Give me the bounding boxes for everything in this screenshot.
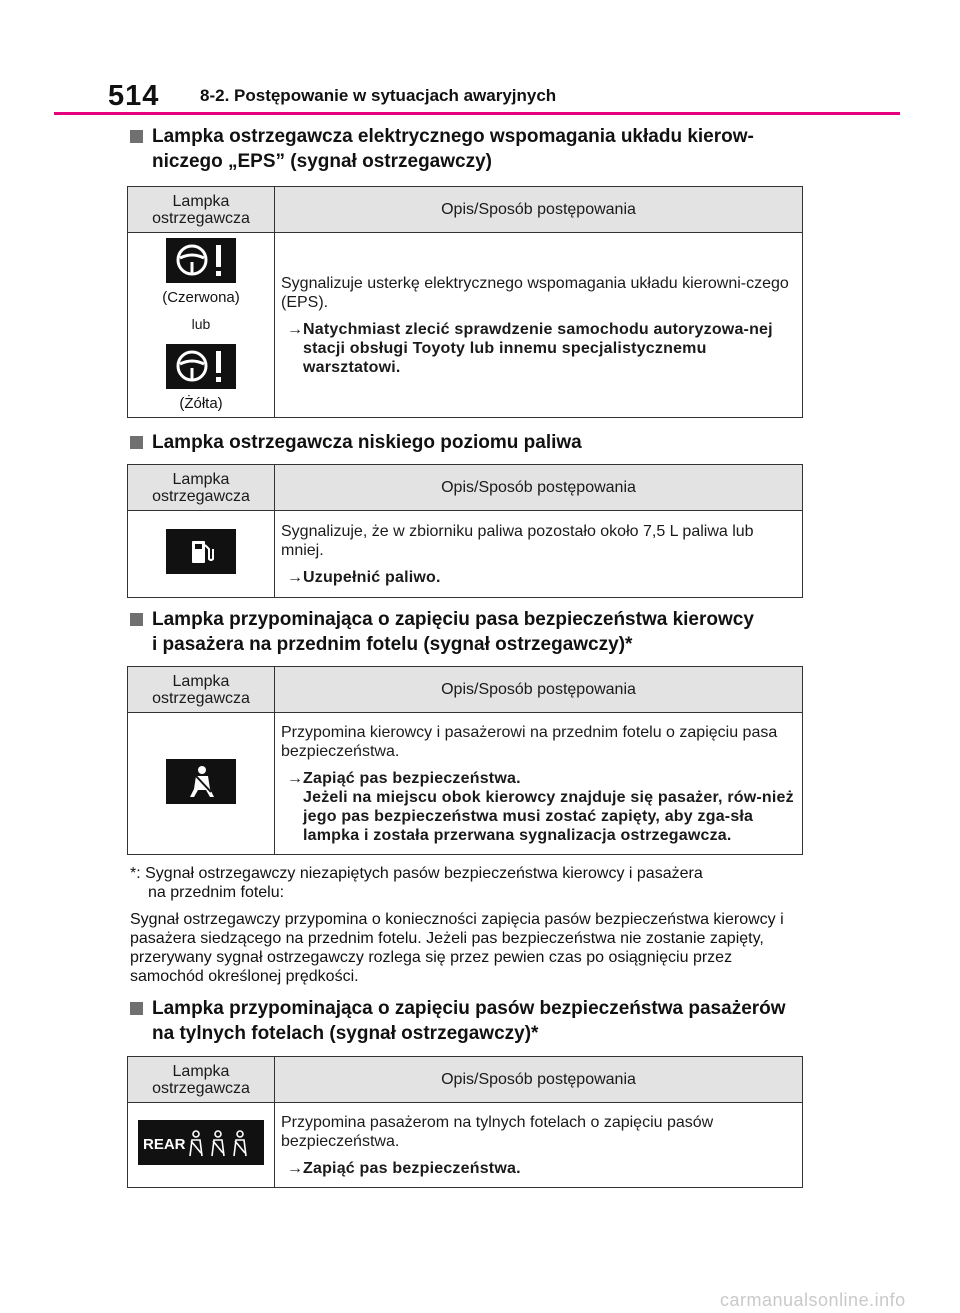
col-header-desc: Opis/Sposób postępowania <box>275 667 803 713</box>
bullet-square <box>130 436 143 449</box>
fuel-icon-cell <box>128 511 275 598</box>
rear-seatbelt-action <box>281 1159 796 1178</box>
front-seatbelt-desc-cell <box>275 713 803 855</box>
heading-rear-seatbelt-line1: Lampka przypominająca o zapięciu pasów bezpieczeństwa pasażerów <box>152 998 786 1019</box>
eps-warning-icon <box>166 344 236 389</box>
heading-fuel-line1: Lampka ostrzegawcza niskiego poziomu paliwa <box>152 432 582 453</box>
fuel-icon <box>166 529 236 574</box>
page-number: 514 <box>108 80 160 112</box>
col-header-desc: Opis/Sposób postępowania <box>275 1057 803 1103</box>
eps-table <box>127 186 803 418</box>
rear-seatbelt-action-text: Zapiąć pas bezpieczeństwa. <box>303 1159 521 1177</box>
fuel-desc-cell <box>275 511 803 598</box>
rear-icon-text: REAR <box>143 1136 186 1153</box>
eps-action-text: Natychmiast zlecić sprawdzenie samochodu autoryzowa-nej stacji obsługi Toyoty lub innemu specjalistycznemu warsztatowi. <box>303 320 773 376</box>
watermark: carmanualsonline.info <box>720 1290 906 1310</box>
footnote-line2: na przednim fotelu: <box>148 884 285 901</box>
eps-icon-cell <box>128 233 275 418</box>
explanation-paragraph: Sygnał ostrzegawczy przypomina o konieczności zapięcia pasów bezpieczeństwa kierowcy i pasażera siedzącego na przednim fotelu. Jeżeli pas bezpieczeństwa nie zostanie zapięty, przerywany sygnał ostrzegawczy rozlega się przez pewien czas po osiągnięciu przez samochód określonej prędkości. <box>130 911 784 985</box>
front-seatbelt-action <box>281 769 796 845</box>
bullet-square <box>130 1002 143 1015</box>
footnote <box>130 864 810 902</box>
eps-desc-cell <box>275 233 803 418</box>
header-rule <box>54 112 900 115</box>
front-seatbelt-action-detail: Jeżeli na miejscu obok kierowcy znajduje się pasażer, rów-nież jego pas bezpieczeństwa musi zostać zapięty, aby zga-sła lampka i została przerwana sygnalizacja ostrzegawcza. <box>303 788 794 844</box>
bullet-square <box>130 130 143 143</box>
eps-description: Sygnalizuje usterkę elektrycznego wspomagania układu kierowni-czego (EPS). <box>281 274 789 311</box>
col-header-desc: Opis/Sposób postępowania <box>275 465 803 511</box>
col-header-lamp: Lampka ostrzegawcza <box>128 667 275 713</box>
front-seatbelt-table <box>127 666 803 855</box>
heading-eps-line2: niczego „EPS” (sygnał ostrzegawczy) <box>152 151 492 172</box>
or-label: lub <box>191 315 211 332</box>
front-seatbelt-icon-cell <box>128 713 275 855</box>
fuel-action-text: Uzupełnić paliwo. <box>303 568 441 586</box>
fuel-description: Sygnalizuje, że w zbiorniku paliwa pozostało około 7,5 L paliwa lub mniej. <box>281 522 754 559</box>
front-seatbelt-action-text: Zapiąć pas bezpieczeństwa. <box>303 769 521 787</box>
fuel-action <box>281 568 796 587</box>
rear-seatbelt-icon <box>138 1120 264 1165</box>
eps-action <box>281 320 796 377</box>
heading-front-seatbelt-line2: i pasażera na przednim fotelu (sygnał ostrzegawczy)* <box>152 634 633 655</box>
rear-seatbelt-icon-cell <box>128 1103 275 1188</box>
seatbelt-icon <box>166 759 236 804</box>
arrow-icon: → <box>287 568 304 586</box>
col-header-lamp: Lampka ostrzegawcza <box>128 187 275 233</box>
front-seatbelt-description: Przypomina kierowcy i pasażerowi na przednim fotelu o zapięciu pasa bezpieczeństwa. <box>281 723 778 760</box>
rear-seatbelt-desc-cell <box>275 1103 803 1188</box>
col-header-lamp: Lampka ostrzegawcza <box>128 465 275 511</box>
heading-front-seatbelt-line1: Lampka przypominająca o zapięciu pasa bezpieczeństwa kierowcy <box>152 609 754 630</box>
arrow-icon: → <box>287 1159 304 1177</box>
footnote-line1: *: Sygnał ostrzegawczy niezapiętych pasów bezpieczeństwa kierowcy i pasażera <box>130 865 703 882</box>
heading-rear-seatbelt <box>130 996 810 1046</box>
heading-rear-seatbelt-line2: na tylnych fotelach (sygnał ostrzegawczy)* <box>152 1023 539 1044</box>
fuel-table <box>127 464 803 598</box>
rear-seatbelt-table <box>127 1056 803 1188</box>
arrow-icon: → <box>287 320 304 338</box>
arrow-icon: → <box>287 769 304 787</box>
bullet-square <box>130 613 143 626</box>
eps-warning-icon <box>166 238 236 283</box>
col-header-lamp: Lampka ostrzegawcza <box>128 1057 275 1103</box>
col-header-desc: Opis/Sposób postępowania <box>275 187 803 233</box>
heading-front-seatbelt <box>130 607 810 657</box>
icon-caption-yellow: (Żółta) <box>179 394 223 412</box>
section-title: 8-2. Postępowanie w sytuacjach awaryjnych <box>200 86 557 105</box>
heading-eps-line1: Lampka ostrzegawcza elektrycznego wspomagania układu kierow- <box>152 126 754 147</box>
heading-fuel <box>130 430 810 455</box>
heading-eps <box>130 124 810 174</box>
rear-seatbelt-description: Przypomina pasażerom na tylnych fotelach o zapięciu pasów bezpieczeństwa. <box>281 1113 714 1150</box>
icon-caption-red: (Czerwona) <box>162 288 240 306</box>
